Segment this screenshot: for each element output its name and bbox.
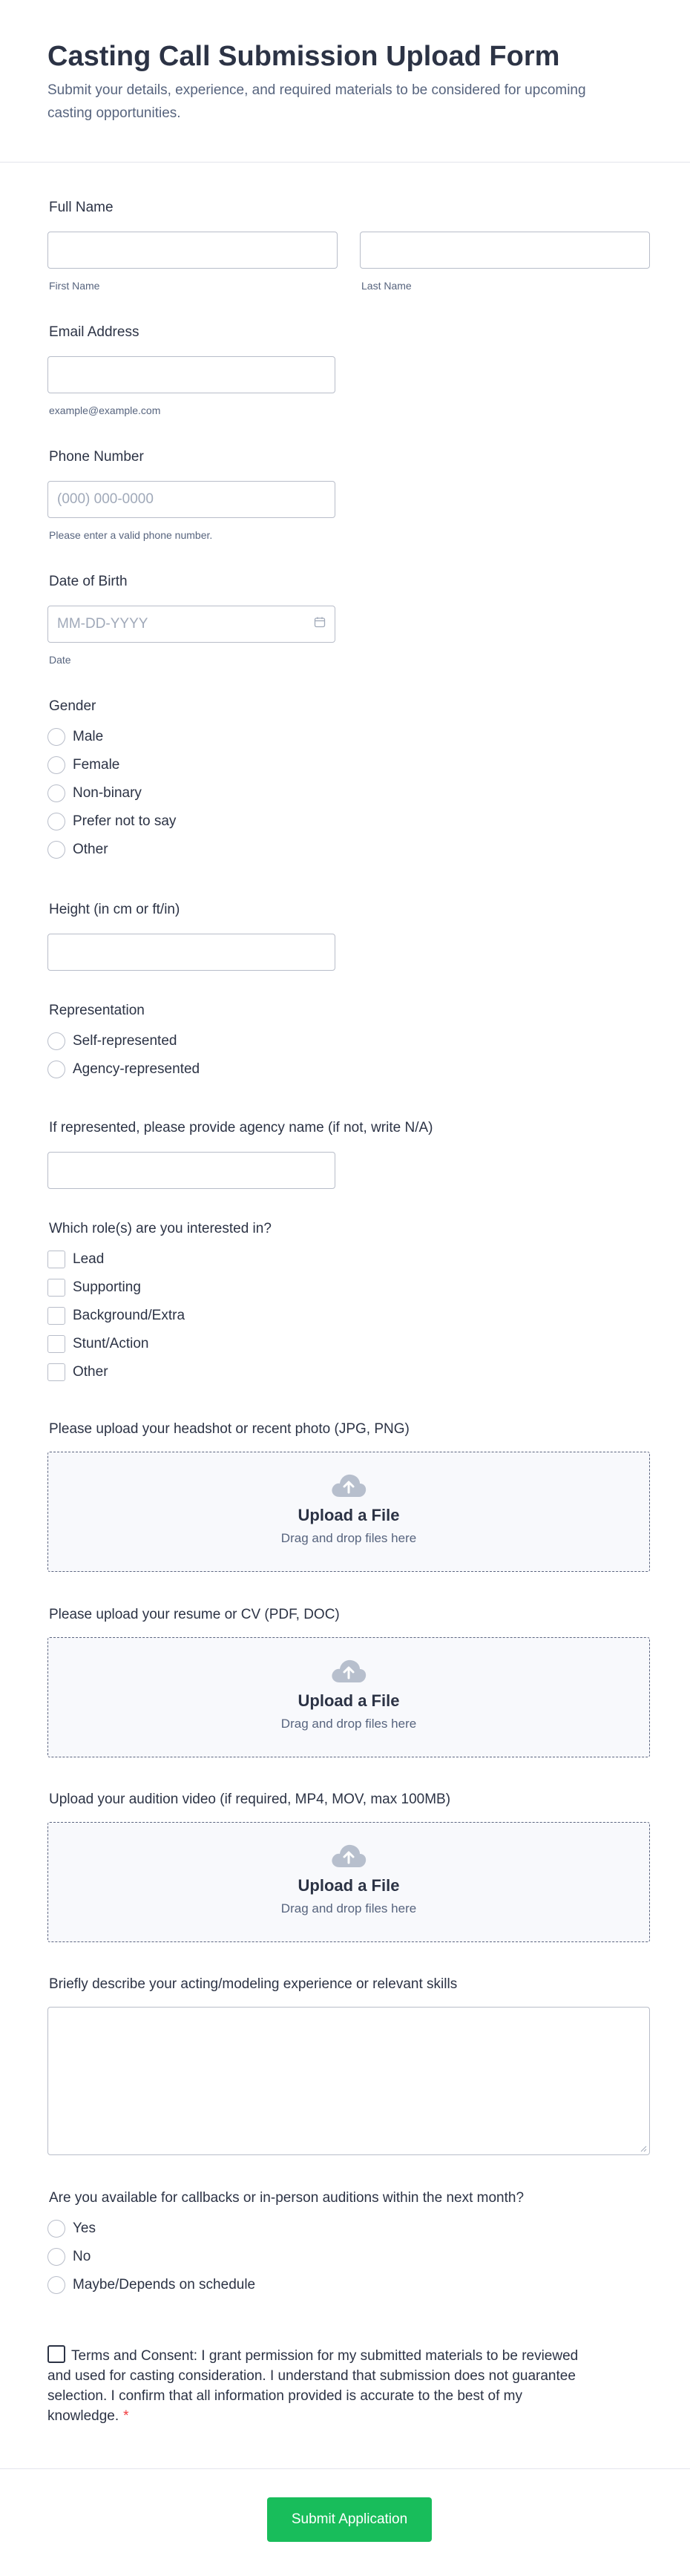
first-name-sublabel: First Name [49, 280, 100, 292]
experience-textarea[interactable] [47, 2007, 650, 2155]
video-dropzone[interactable] [47, 1822, 650, 1942]
agency-input[interactable] [47, 1152, 335, 1189]
upload-title: Upload a File [298, 1876, 400, 1895]
option-label: Background/Extra [73, 1308, 185, 1323]
availability-option-yes[interactable] [47, 2215, 650, 2243]
upload-title: Upload a File [298, 1506, 400, 1524]
dob-sublabel: Date [49, 654, 71, 666]
email-label: Email Address [49, 324, 139, 340]
upload-title: Upload a File [298, 1691, 400, 1710]
radio-button[interactable] [47, 2220, 65, 2238]
phone-input[interactable] [47, 481, 335, 518]
headshot-upload-label: Please upload your headshot or recent photo (JPG, PNG) [49, 1421, 410, 1437]
gender-option-male[interactable] [47, 723, 650, 751]
first-name-input[interactable] [47, 232, 338, 269]
availability-option-no[interactable] [47, 2243, 650, 2271]
form-title: Casting Call Submission Upload Form [47, 41, 560, 72]
availability-label: Are you available for callbacks or in-person auditions within the next month? [49, 2190, 525, 2206]
option-label: Male [73, 729, 104, 744]
form-footer [0, 2468, 690, 2576]
checkbox[interactable] [47, 1363, 65, 1381]
required-mark: * [123, 2408, 129, 2424]
role-option-background[interactable] [47, 1302, 650, 1330]
checkbox[interactable] [47, 1335, 65, 1353]
checkbox[interactable] [47, 1251, 65, 1268]
radio-button[interactable] [47, 756, 65, 774]
option-label: Supporting [73, 1279, 141, 1295]
resume-dropzone[interactable] [47, 1637, 650, 1757]
gender-field [47, 698, 650, 864]
gender-label: Gender [49, 698, 96, 714]
phone-sublabel: Please enter a valid phone number. [49, 529, 213, 541]
height-field [47, 901, 650, 971]
option-label: Non-binary [73, 785, 142, 801]
video-upload-field [47, 1791, 650, 1942]
video-upload-label: Upload your audition video (if required, MP4, MOV, max 100MB) [49, 1792, 451, 1807]
option-label: No [73, 2249, 91, 2264]
email-sublabel: example@example.com [49, 404, 161, 416]
submit-button[interactable]: Submit Application [267, 2497, 432, 2542]
height-input[interactable] [47, 934, 335, 971]
agency-field [47, 1119, 650, 1189]
dob-input[interactable] [47, 606, 335, 643]
experience-field [47, 1976, 650, 2155]
availability-option-maybe[interactable] [47, 2271, 650, 2299]
option-label: Yes [73, 2221, 96, 2236]
headshot-dropzone[interactable] [47, 1452, 650, 1572]
radio-button[interactable] [47, 1032, 65, 1050]
agency-label: If represented, please provide agency name (if not, write N/A) [49, 1120, 433, 1135]
terms-consent [47, 2345, 597, 2426]
consent-checkbox[interactable] [47, 2345, 65, 2363]
checkbox[interactable] [47, 1279, 65, 1297]
resume-upload-label: Please upload your resume or CV (PDF, DOC) [49, 1607, 340, 1622]
last-name-sublabel: Last Name [361, 280, 412, 292]
gender-option-nonbinary[interactable] [47, 779, 650, 807]
cloud-upload-icon [329, 1842, 368, 1869]
form-header [0, 0, 690, 163]
radio-button[interactable] [47, 2276, 65, 2294]
option-label: Maybe/Depends on schedule [73, 2277, 256, 2292]
calendar-icon[interactable] [314, 616, 326, 632]
resize-grip-icon[interactable] [640, 2145, 647, 2152]
role-option-supporting[interactable] [47, 1274, 650, 1302]
gender-option-prefer-not[interactable] [47, 807, 650, 836]
phone-label: Phone Number [49, 449, 144, 465]
experience-label: Briefly describe your acting/modeling experience or relevant skills [49, 1976, 458, 1992]
phone-field [47, 448, 650, 542]
form-description: Submit your details, experience, and required materials to be considered for upcoming casting opportunities. [47, 82, 586, 121]
height-label: Height (in cm or ft/in) [49, 902, 180, 917]
email-field [47, 324, 650, 417]
last-name-input[interactable] [360, 232, 650, 269]
representation-option-agency[interactable] [47, 1055, 650, 1084]
representation-field [47, 1002, 650, 1084]
role-option-other[interactable] [47, 1358, 650, 1386]
consent-text: Terms and Consent: I grant permission for my submitted materials to be reviewed and used for casting consideration. I understand that submission does not guarantee selection. I confirm that all information provided is accurate to the best of my knowledge. [47, 2348, 579, 2424]
resume-upload-field [47, 1606, 650, 1757]
phone-placeholder: (000) 000-0000 [57, 491, 154, 507]
dob-placeholder: MM-DD-YYYY [57, 616, 148, 632]
email-input[interactable] [47, 356, 335, 393]
availability-field [47, 2189, 650, 2299]
option-label: Agency-represented [73, 1061, 200, 1077]
cloud-upload-icon [329, 1657, 368, 1684]
radio-button[interactable] [47, 1061, 65, 1078]
role-option-stunt[interactable] [47, 1330, 650, 1358]
gender-option-other[interactable] [47, 836, 650, 864]
option-label: Self-represented [73, 1033, 177, 1049]
option-label: Prefer not to say [73, 813, 177, 829]
option-label: Other [73, 1364, 108, 1380]
upload-subtitle: Drag and drop files here [280, 1717, 417, 1731]
option-label: Other [73, 842, 108, 857]
radio-button[interactable] [47, 841, 65, 859]
radio-button[interactable] [47, 2248, 65, 2266]
roles-label: Which role(s) are you interested in? [49, 1221, 272, 1236]
radio-button[interactable] [47, 728, 65, 746]
role-option-lead[interactable] [47, 1245, 650, 1274]
radio-button[interactable] [47, 784, 65, 802]
option-label: Lead [73, 1251, 105, 1267]
representation-label: Representation [49, 1003, 145, 1018]
option-label: Stunt/Action [73, 1336, 149, 1351]
radio-button[interactable] [47, 813, 65, 830]
headshot-upload-field [47, 1420, 650, 1572]
roles-field [47, 1220, 650, 1386]
upload-subtitle: Drag and drop files here [280, 1531, 417, 1545]
option-label: Female [73, 757, 120, 773]
full-name-field [47, 199, 650, 292]
full-name-label: Full Name [49, 200, 114, 215]
gender-option-female[interactable] [47, 751, 650, 779]
cloud-upload-icon [329, 1472, 368, 1498]
dob-field [47, 573, 650, 666]
dob-label: Date of Birth [49, 574, 128, 589]
representation-option-self[interactable] [47, 1027, 650, 1055]
checkbox[interactable] [47, 1307, 65, 1325]
upload-subtitle: Drag and drop files here [280, 1901, 417, 1915]
